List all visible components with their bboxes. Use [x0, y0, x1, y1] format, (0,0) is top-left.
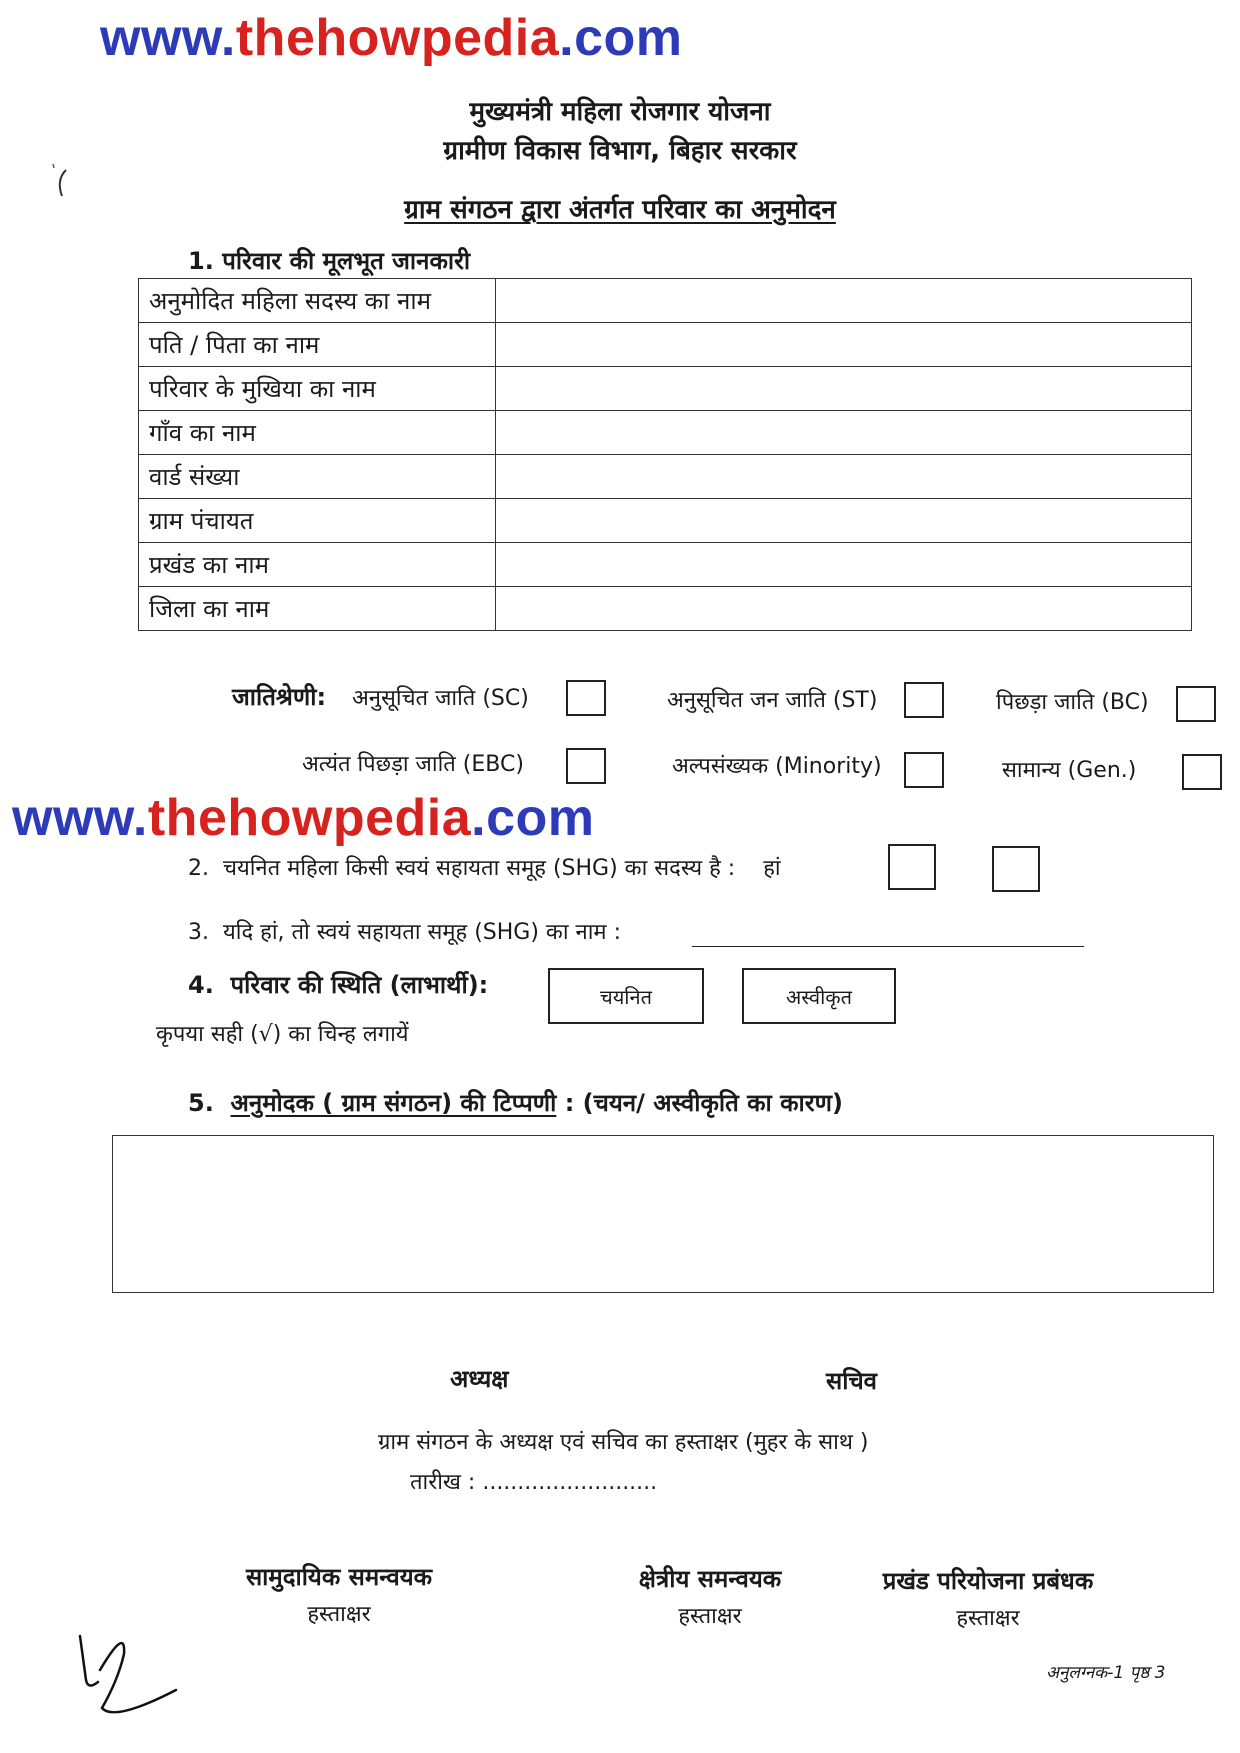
- date-field[interactable]: तारीख : .........................: [410, 1470, 658, 1495]
- community-coordinator-sign: हस्ताक्षर: [307, 1602, 371, 1627]
- tick-instruction: कृपया सही (√) का चिन्ह लगायें: [156, 1022, 409, 1047]
- department-title: ग्रामीण विकास विभाग, बिहार सरकार: [443, 136, 797, 166]
- watermark-brand: thehowpedia: [147, 789, 472, 847]
- table-row: [139, 367, 1192, 411]
- row-label: ग्राम पंचायत: [139, 499, 496, 543]
- q5-title: अनुमोदक ( ग्राम संगठन) की टिप्पणी: [230, 1089, 557, 1117]
- q2-yes-label: हां: [763, 856, 781, 881]
- caste-minority-checkbox[interactable]: [904, 752, 944, 788]
- q3-number: 3.: [188, 920, 209, 945]
- q2-number: 2.: [188, 856, 209, 881]
- area-coordinator-title: क्षेत्रीय समन्वयक: [638, 1565, 782, 1593]
- watermark-prefix: www.: [12, 789, 148, 847]
- caste-sc-label: अनुसूचित जाति (SC): [352, 686, 529, 711]
- watermark-top: [100, 8, 683, 68]
- row-value-field[interactable]: [496, 279, 1192, 323]
- q4-question: [188, 968, 488, 1001]
- section1-number: 1.: [188, 247, 214, 275]
- watermark-suffix: .com: [559, 9, 683, 67]
- caste-minority-label: अल्पसंख्यक (Minority): [672, 754, 882, 779]
- table-row: [139, 455, 1192, 499]
- caste-bc-checkbox[interactable]: [1176, 686, 1216, 722]
- row-label: गाँव का नाम: [139, 411, 496, 455]
- section1-heading: [188, 244, 470, 277]
- q3-question: [188, 916, 621, 946]
- table-row: [139, 411, 1192, 455]
- q2-text: चयनित महिला किसी स्वयं सहायता समूह (SHG) का सदस्य है :: [223, 856, 736, 881]
- q2-question: [188, 852, 781, 882]
- row-value-field[interactable]: [496, 587, 1192, 631]
- caste-ebc-checkbox[interactable]: [566, 748, 606, 784]
- row-value-field[interactable]: [496, 455, 1192, 499]
- block-manager-title: प्रखंड परियोजना प्रबंधक: [882, 1567, 1094, 1595]
- table-row: [139, 499, 1192, 543]
- caste-gen-checkbox[interactable]: [1182, 754, 1222, 790]
- row-label: परिवार के मुखिया का नाम: [139, 367, 496, 411]
- caste-gen-label: सामान्य (Gen.): [1002, 758, 1137, 783]
- status-selected-box[interactable]: चयनित: [548, 968, 704, 1024]
- q5-number: 5.: [188, 1089, 214, 1117]
- table-row: [139, 279, 1192, 323]
- pen-mark-icon: [48, 160, 78, 210]
- caste-ebc-label: अत्यंत पिछड़ा जाति (EBC): [302, 752, 524, 777]
- watermark-prefix: www.: [100, 9, 236, 67]
- watermark-suffix: .com: [471, 789, 595, 847]
- block-manager-sign: हस्ताक्षर: [956, 1606, 1020, 1631]
- status-rejected-box[interactable]: अस्वीकृत: [742, 968, 896, 1024]
- row-value-field[interactable]: [496, 323, 1192, 367]
- area-coordinator-sign: हस्ताक्षर: [678, 1604, 742, 1629]
- handwritten-initial-icon: [70, 1630, 190, 1730]
- caste-st-label: अनुसूचित जन जाति (ST): [667, 688, 878, 713]
- q2-no-checkbox[interactable]: [992, 846, 1040, 892]
- q4-text: परिवार की स्थिति (लाभार्थी):: [230, 971, 489, 999]
- row-value-field[interactable]: [496, 499, 1192, 543]
- q5-suffix: : (चयन/ अस्वीकृति का कारण): [564, 1089, 843, 1117]
- caste-label: जातिश्रेणी:: [232, 683, 327, 711]
- caste-st-checkbox[interactable]: [904, 682, 944, 718]
- annexure-footer: अनुलग्नक-1 पृष्ठ 3: [1046, 1663, 1166, 1683]
- table-row: [139, 587, 1192, 631]
- community-coordinator-title: सामुदायिक समन्वयक: [245, 1563, 433, 1591]
- caste-bc-label: पिछड़ा जाति (BC): [996, 690, 1149, 715]
- secretary-label: सचिव: [826, 1367, 878, 1395]
- table-row: [139, 323, 1192, 367]
- row-value-field[interactable]: [496, 411, 1192, 455]
- row-label: जिला का नाम: [139, 587, 496, 631]
- shg-name-input[interactable]: [692, 946, 1084, 947]
- signature-note: ग्राम संगठन के अध्यक्ष एवं सचिव का हस्ताक्षर (मुहर के साथ ): [378, 1430, 869, 1455]
- q5-heading: [188, 1086, 843, 1119]
- form-title: ग्राम संगठन द्वारा अंतर्गत परिवार का अनुमोदन: [404, 195, 836, 225]
- row-value-field[interactable]: [496, 367, 1192, 411]
- row-value-field[interactable]: [496, 543, 1192, 587]
- remarks-textarea[interactable]: [112, 1135, 1214, 1293]
- family-info-table: [138, 278, 1192, 631]
- row-label: प्रखंड का नाम: [139, 543, 496, 587]
- section1-title: परिवार की मूलभूत जानकारी: [222, 247, 471, 275]
- table-row: [139, 543, 1192, 587]
- watermark-brand: thehowpedia: [235, 9, 560, 67]
- row-label: वार्ड संख्या: [139, 455, 496, 499]
- q4-number: 4.: [188, 971, 214, 999]
- president-label: अध्यक्ष: [450, 1365, 509, 1393]
- q3-text: यदि हां, तो स्वयं सहायता समूह (SHG) का नाम :: [223, 920, 621, 945]
- q2-yes-checkbox[interactable]: [888, 844, 936, 890]
- scheme-title: मुख्यमंत्री महिला रोजगार योजना: [469, 97, 771, 127]
- row-label: अनुमोदित महिला सदस्य का नाम: [139, 279, 496, 323]
- watermark-middle: [12, 788, 595, 848]
- row-label: पति / पिता का नाम: [139, 323, 496, 367]
- caste-sc-checkbox[interactable]: [566, 680, 606, 716]
